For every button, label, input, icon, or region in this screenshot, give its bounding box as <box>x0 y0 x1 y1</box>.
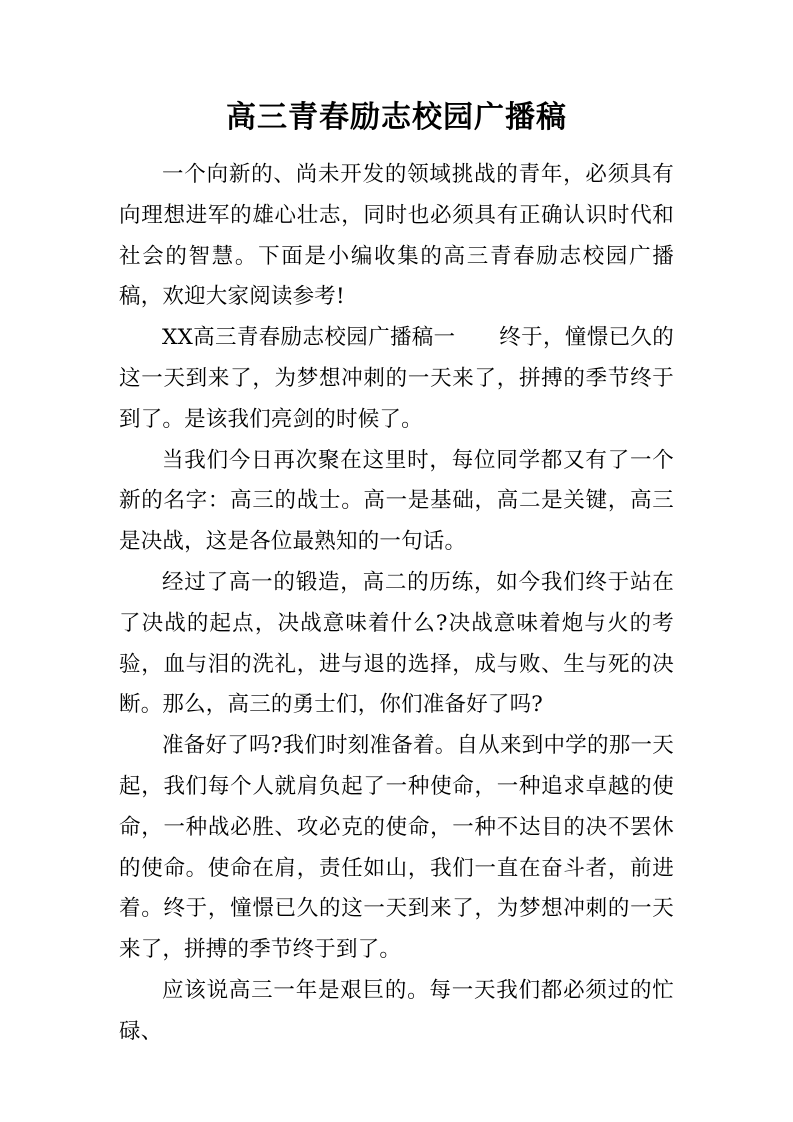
paragraph-decisive-battle: 经过了高一的锻造，高二的历练，如今我们终于站在了决战的起点，决战意味着什么?决战意味着炮与火的考验，血与泪的洗礼，进与退的选择，成与败、生与死的决断。那么，高三的勇士们，你们准备好了吗? <box>119 569 674 718</box>
document-title: 高三青春励志校园广播稿 <box>226 100 567 135</box>
document-body <box>119 155 674 1053</box>
paragraph-intro: 一个向新的、尚未开发的领域挑战的青年，必须具有向理想进军的雄心壮志，同时也必须具有正确认识时代和社会的智慧。下面是小编收集的高三青春励志校园广播稿，欢迎大家阅读参考! <box>119 162 674 310</box>
paragraph-broadcast-one: XX高三青春励志校园广播稿一 终于，憧憬已久的这一天到来了，为梦想冲刺的一天来了，拼搏的季节终于到了。是该我们亮剑的时候了。 <box>119 325 674 432</box>
paragraph-hard-year: 应该说高三一年是艰巨的。每一天我们都必须过的忙碌、 <box>119 977 674 1044</box>
paragraph-ready: 准备好了吗?我们时刻准备着。自从来到中学的那一天起，我们每个人就肩负起了一种使命，一种追求卓越的使命，一种战必胜、攻必克的使命，一种不达目的决不罢休的使命。使命在肩，责任如山，我们一直在奋斗者，前进着。终于，憧憬已久的这一天到来了，为梦想冲刺的一天来了，拼搏的季节终于到了。 <box>119 733 674 963</box>
paragraph-senior-warriors: 当我们今日再次聚在这里时，每位同学都又有了一个新的名字：高三的战士。高一是基础，高二是关键，高三是决战，这是各位最熟知的一句话。 <box>119 447 674 555</box>
